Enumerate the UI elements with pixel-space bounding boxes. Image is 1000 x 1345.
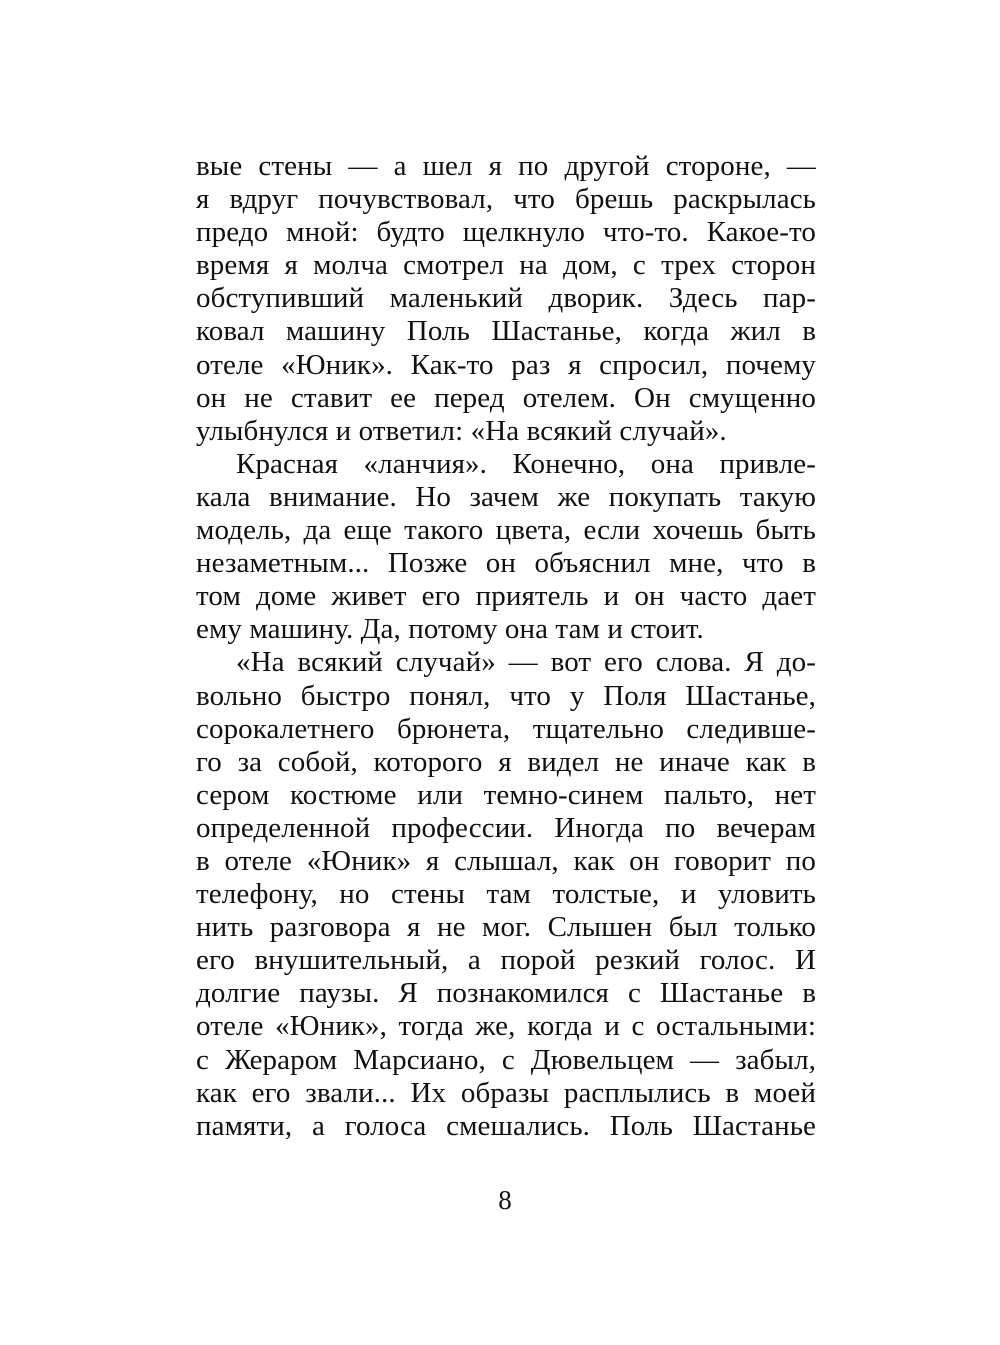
text-line: как его звали... Их образы расплылись в моей (196, 1076, 816, 1109)
text-line: время я молча смотрел на дом, с трех сторон (196, 249, 816, 282)
page-number: 8 (498, 1185, 512, 1215)
text-line: долгие паузы. Я познакомился с Шастанье в (196, 977, 816, 1010)
text-line: его внушительный, а порой резкий голос. И (196, 944, 816, 977)
text-line: «На всякий случай» — вот его слова. Я до- (236, 646, 816, 679)
text-line: обступивший маленький дворик. Здесь пар- (196, 282, 816, 315)
text-line: ему машину. Да, потому она там и стоит. (196, 613, 704, 646)
text-line: ковал машину Поль Шастанье, когда жил в (196, 315, 816, 348)
text-line: модель, да еще такого цвета, если хочешь быть (196, 514, 816, 547)
text-line: он не ставит ее перед отелем. Он смущенно (196, 381, 816, 414)
text-line: го за собой, которого я видел не иначе как в (196, 745, 816, 778)
text-line: улыбнулся и ответил: «На всякий случай». (196, 414, 727, 447)
text-line: в отеле «Юник» я слышал, как он говорит по (196, 844, 816, 877)
text-line: отеле «Юник», тогда же, когда и с остальными: (196, 1010, 816, 1043)
text-line: том доме живет его приятель и он часто дает (196, 580, 816, 613)
text-line: вольно быстро понял, что у Поля Шастанье, (196, 679, 816, 712)
text-line: я вдруг почувствовал, что брешь раскрылась (196, 183, 816, 216)
text-line: отеле «Юник». Как-то раз я спросил, почему (196, 348, 816, 381)
text-line: сером костюме или темно-синем пальто, нет (196, 778, 816, 811)
text-line: незаметным... Позже он объяснил мне, что в (196, 547, 816, 580)
text-line: телефону, но стены там толстые, и уловить (196, 878, 816, 911)
text-line: вые стены — а шел я по другой стороне, — (196, 150, 816, 182)
body-text (196, 150, 816, 1143)
text-line: Красная «ланчия». Конечно, она привле- (236, 447, 816, 480)
text-line: сорокалетнего брюнета, тщательно следивше- (196, 712, 816, 745)
text-line: предо мной: будто щелкнуло что-то. Какое-то (196, 216, 816, 249)
text-line: определенной профессии. Иногда по вечерам (196, 811, 816, 844)
text-line: с Жераром Марсиано, с Дювельцем — забыл, (196, 1043, 816, 1076)
text-line: кала внимание. Но зачем же покупать такую (196, 480, 816, 513)
text-line: памяти, а голоса смешались. Поль Шастанье (196, 1109, 816, 1142)
text-line: нить разговора я не мог. Слышен был только (196, 911, 816, 944)
